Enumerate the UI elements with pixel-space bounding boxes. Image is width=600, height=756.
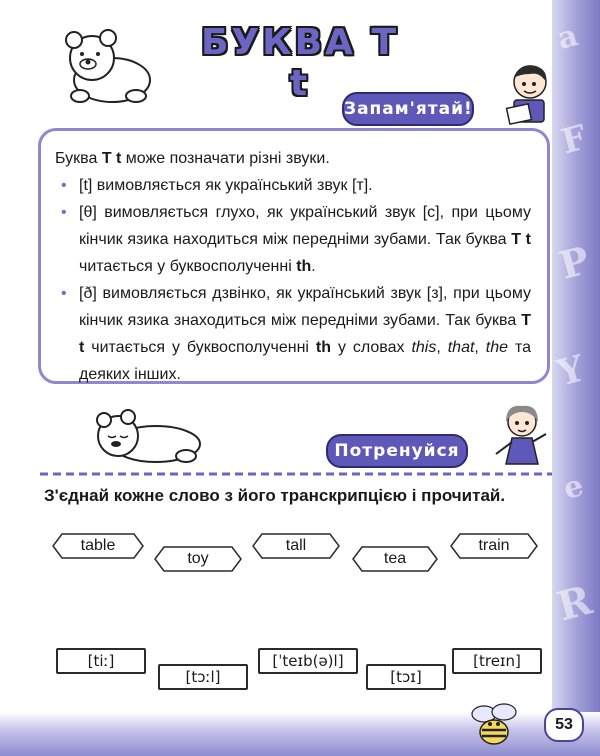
rule-intro-prefix: Буква (55, 150, 102, 167)
decorative-letter: F (557, 117, 591, 163)
remember-section-label: Запам'ятай! (342, 92, 474, 126)
word-card-tea[interactable] (352, 546, 438, 572)
rule-item-text: [ð] вимовляється дзвінко, як український звук [з], при цьому кінчик язика знаходиться між передніми зубами. Так буква (79, 285, 531, 329)
rule-list (55, 172, 531, 388)
rule-item-text: читається у буквосполученні (79, 258, 297, 275)
rule-intro-letter: T t (101, 150, 122, 167)
rule-example-word: that (447, 339, 475, 356)
section-divider (40, 470, 552, 478)
rule-item-t (55, 172, 531, 199)
transcription-card[interactable]: [tɔɪ] (366, 664, 446, 690)
transcription-card[interactable]: [tiː] (56, 648, 146, 674)
rule-item-eth (55, 280, 531, 388)
word-label: tea (383, 550, 407, 567)
transcription-card[interactable]: [ˈteɪb(ə)l] (258, 648, 358, 674)
rule-item-text: у словах (331, 339, 412, 356)
decorative-letter: e (559, 468, 588, 507)
rule-item-text: та деяких інших. (79, 339, 532, 383)
right-decorative-border (552, 0, 600, 756)
transcription-card[interactable]: [tɔːl] (158, 664, 248, 690)
girl-stretching-illustration (492, 404, 550, 470)
rule-box (38, 128, 550, 384)
word-card-toy[interactable] (154, 546, 242, 572)
rule-item-bold: T t (79, 312, 531, 356)
sleeping-bear-illustration (88, 408, 204, 466)
rule-item-bold: T t (511, 231, 532, 248)
decorative-letter: a (553, 18, 582, 57)
rule-example-word: this (411, 339, 437, 356)
transcription-card[interactable]: [treɪn] (452, 648, 542, 674)
rule-item-text: читається у буквосполученні (84, 339, 316, 356)
boy-reading-illustration (500, 62, 556, 126)
rule-item-bold: th (296, 258, 312, 275)
word-label: tall (285, 537, 307, 554)
word-card-table[interactable] (52, 533, 144, 559)
rule-item-text: , (436, 339, 448, 356)
word-card-tall[interactable] (252, 533, 340, 559)
word-label: table (80, 537, 116, 554)
word-card-train[interactable] (450, 533, 538, 559)
rule-item-text: . (311, 258, 316, 275)
decorative-letter: Y (553, 347, 589, 395)
decorative-letter: P (554, 237, 594, 288)
exercise-instruction: З'єднай кожне слово з його транскрипцією і прочитай. (44, 486, 506, 505)
word-label: train (478, 537, 510, 554)
word-label: toy (187, 550, 209, 567)
rule-item-text: [t] вимовляється як український звук [т]. (79, 177, 373, 194)
rule-example-word: the (485, 339, 509, 356)
page-number: 53 (544, 708, 584, 742)
bee-illustration (464, 700, 524, 752)
decorative-letter: R (552, 576, 597, 631)
rule-intro-suffix: може позначати різні звуки. (121, 150, 330, 167)
rule-item-theta (55, 199, 531, 280)
rule-intro (55, 145, 531, 172)
page-title: БУКВА Т t (200, 22, 399, 104)
stretch-section-label: Потренуйся (326, 434, 468, 468)
rule-item-text: [θ] вимовляється глухо, як український звук [с], при цьому кінчик язика находиться між передніми зубами. Так буква (79, 204, 531, 248)
bear-illustration (58, 28, 158, 106)
rule-item-bold: th (315, 339, 332, 356)
rule-item-text: , (474, 339, 486, 356)
